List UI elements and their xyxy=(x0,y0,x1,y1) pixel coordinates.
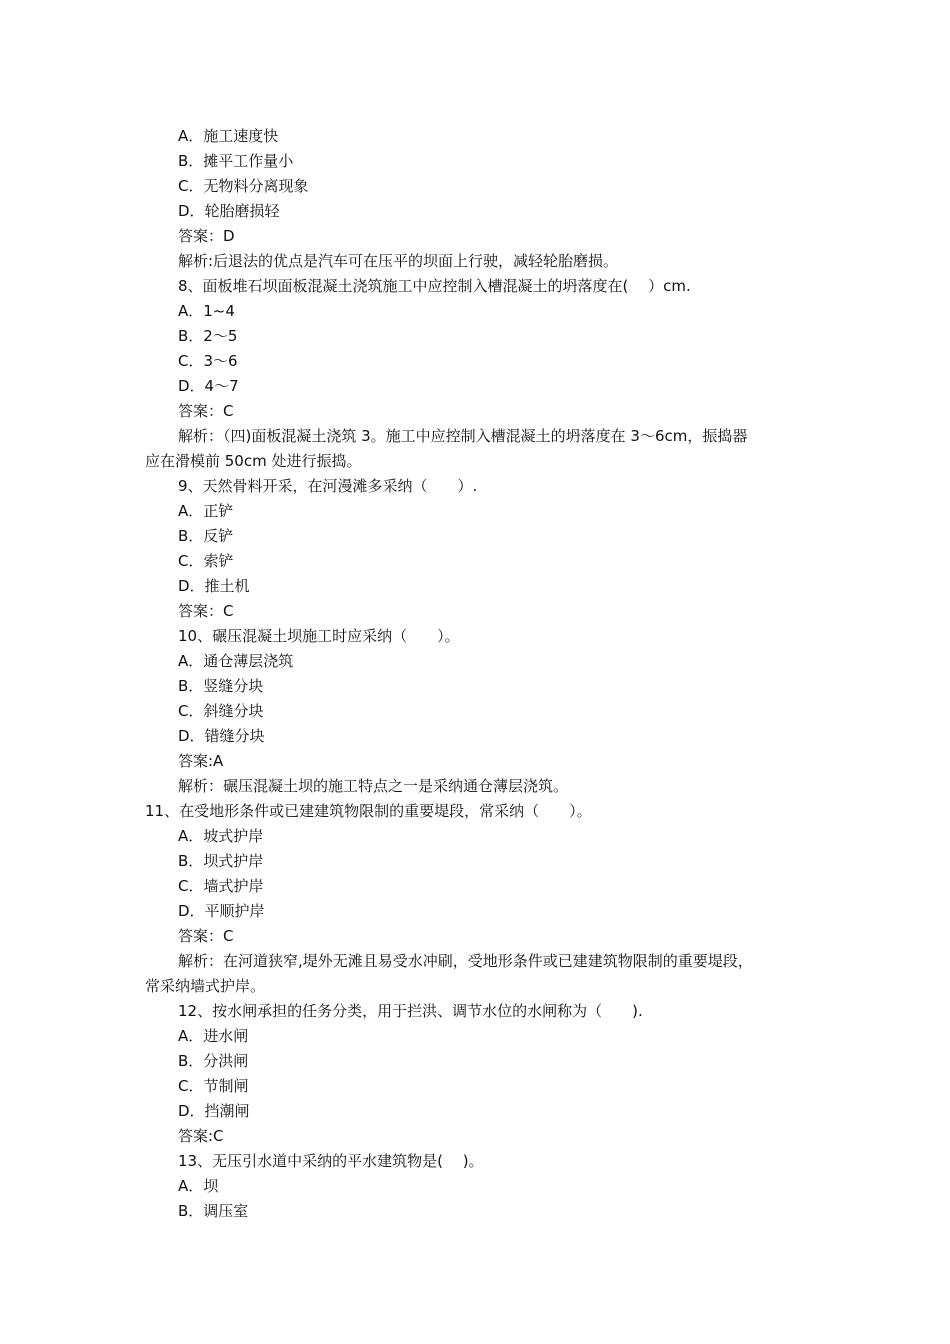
answer: 答案：C xyxy=(178,602,234,620)
option-b: B．坝式护岸 xyxy=(178,852,264,870)
option-a: A．通仓薄层浇筑 xyxy=(178,652,294,670)
option-a: A．坡式护岸 xyxy=(178,827,264,845)
option-c: C．节制闸 xyxy=(178,1077,249,1095)
option-d: D．轮胎磨损轻 xyxy=(178,202,280,220)
answer: 答案:A xyxy=(178,752,224,770)
question-13: 13、无压引水道中采纳的平水建筑物是( )。 xyxy=(178,1152,484,1170)
explanation: 解析:后退法的优点是汽车可在压平的坝面上行驶，减轻轮胎磨损。 xyxy=(178,252,619,270)
question-12: 12、按水闸承担的任务分类，用于拦洪、调节水位的水闸称为（ ). xyxy=(178,1002,643,1020)
option-a: A．进水闸 xyxy=(178,1027,249,1045)
option-d: D．推土机 xyxy=(178,577,250,595)
question-9: 9、天然骨料开采，在河漫滩多采纳（ ）. xyxy=(178,477,478,495)
option-a: A．施工速度快 xyxy=(178,127,279,145)
answer: 答案：C xyxy=(178,402,234,420)
answer: 答案：D xyxy=(178,227,235,245)
option-c: C．墙式护岸 xyxy=(178,877,264,895)
question-11: 11、在受地形条件或已建建筑物限制的重要堤段，常采纳（ ）。 xyxy=(145,802,592,820)
option-d: D．平顺护岸 xyxy=(178,902,265,920)
explanation xyxy=(145,949,815,999)
option-b: B．调压室 xyxy=(178,1202,249,1220)
explanation xyxy=(145,424,815,474)
option-d: D．挡潮闸 xyxy=(178,1102,250,1120)
option-b: B．2～5 xyxy=(178,327,238,345)
explanation-line-1: 解析：在河道狭窄,堤外无滩且易受水冲刷，受地形条件或已建建筑物限制的重要堤段， xyxy=(178,952,753,970)
explanation-line-2: 应在滑模前 50cm 处进行振捣。 xyxy=(145,452,362,470)
answer: 答案：C xyxy=(178,927,234,945)
explanation-line-2: 常采纳墙式护岸。 xyxy=(145,977,266,995)
explanation-line-1: 解析：（四)面板混凝土浇筑 3。施工中应控制入槽混凝土的坍落度在 3～6cm，振捣器 xyxy=(178,427,748,445)
option-c: C．3～6 xyxy=(178,352,238,370)
option-c: C．斜缝分块 xyxy=(178,702,264,720)
question-8: 8、面板堆石坝面板混凝土浇筑施工中应控制入槽混凝土的坍落度在( ）cm. xyxy=(178,277,691,295)
option-b: B．分洪闸 xyxy=(178,1052,249,1070)
option-b: B．反铲 xyxy=(178,527,234,545)
option-d: D．错缝分块 xyxy=(178,727,265,745)
option-b: B．摊平工作量小 xyxy=(178,152,294,170)
answer: 答案:C xyxy=(178,1127,224,1145)
option-a: A．坝 xyxy=(178,1177,219,1195)
option-c: C．无物料分离现象 xyxy=(178,177,309,195)
question-10: 10、碾压混凝土坝施工时应采纳（ ）。 xyxy=(178,627,460,645)
option-d: D．4～7 xyxy=(178,377,239,395)
option-a: A．正铲 xyxy=(178,502,234,520)
option-c: C．索铲 xyxy=(178,552,234,570)
option-a: A．1~4 xyxy=(178,302,235,320)
explanation: 解析：碾压混凝土坝的施工特点之一是采纳通仓薄层浇筑。 xyxy=(178,777,569,795)
option-b: B．竖缝分块 xyxy=(178,677,264,695)
question-text-block xyxy=(145,124,815,1224)
